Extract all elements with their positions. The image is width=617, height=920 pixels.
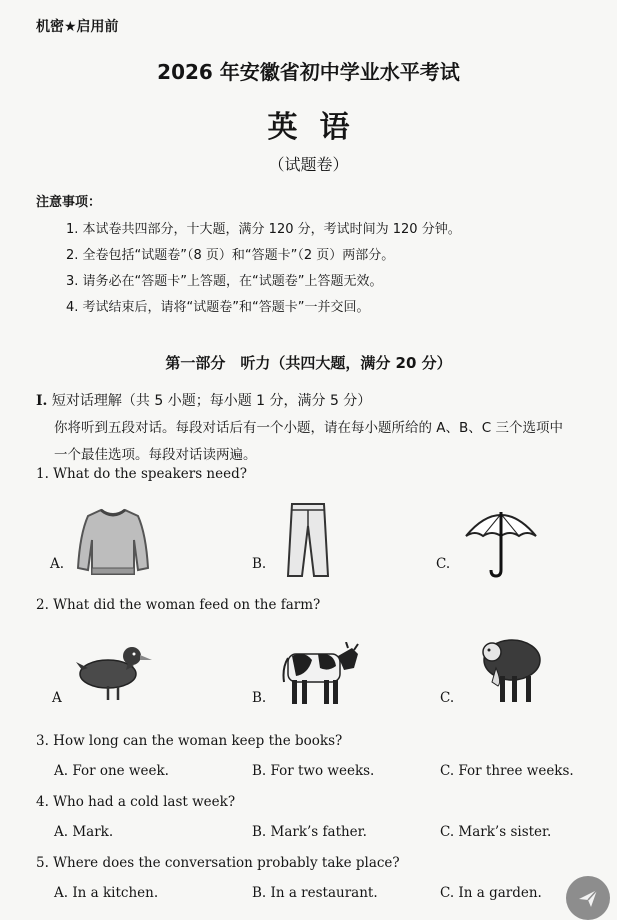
sheep-icon (482, 632, 544, 704)
option-c: C. In a garden. (440, 885, 542, 901)
part-title: 第一部分 听力（共四大题，满分 20 分） (165, 354, 452, 372)
section-number: I. (36, 393, 48, 409)
cow-icon (282, 642, 360, 706)
option-a: A. Mark. (54, 824, 114, 840)
duck-icon (76, 640, 154, 702)
option-c: C. Mark’s sister. (440, 824, 552, 840)
exam-title: 2026 年安徽省初中学业水平考试 (157, 60, 460, 84)
option-c: C. (436, 556, 451, 572)
option-b: B. Mark’s father. (252, 824, 367, 840)
confidential-label: 机密★启用前 (36, 19, 119, 35)
umbrella-icon (464, 508, 538, 578)
option-a: A (52, 690, 62, 706)
option-b: B. (252, 556, 267, 572)
option-b: B. (252, 690, 267, 706)
option-c: C. For three weeks. (440, 763, 574, 779)
option-c: C. (440, 690, 455, 706)
notes-title: 注意事项： (36, 195, 102, 210)
paper-type: （试题卷） (268, 155, 349, 174)
note-item: 3. 请务必在“答题卡”上答题，在“试题卷”上答题无效。 (66, 274, 383, 289)
trousers-icon (286, 500, 330, 578)
option-b: B. In a restaurant. (252, 885, 378, 901)
note-item: 2. 全卷包括“试题卷”（8 页）和“答题卡”（2 页）两部分。 (66, 248, 395, 263)
question-3: 3. How long can the woman keep the books? (36, 733, 343, 749)
option-a: A. (50, 556, 65, 572)
send-icon (577, 887, 599, 909)
section-title-text: 短对话理解（共 5 小题；每小题 1 分，满分 5 分） (51, 393, 372, 409)
share-button[interactable] (566, 876, 610, 920)
section-instruction: 一个最佳选项。每段对话读两遍。 (54, 447, 257, 463)
note-item: 4. 考试结束后，请将“试题卷”和“答题卡”一并交回。 (66, 300, 370, 315)
question-4: 4. Who had a cold last week? (36, 794, 236, 810)
sweater-icon (76, 504, 150, 578)
note-item: 1. 本试卷共四部分，十大题，满分 120 分，考试时间为 120 分钟。 (66, 222, 461, 237)
question-5: 5. Where does the conversation probably take place? (36, 855, 400, 871)
option-b: B. For two weeks. (252, 763, 375, 779)
subject-title: 英语 (267, 110, 372, 145)
option-a: A. In a kitchen. (54, 885, 159, 901)
question-1: 1. What do the speakers need? (36, 466, 247, 482)
question-2: 2. What did the woman feed on the farm? (36, 597, 321, 613)
section-title (36, 390, 371, 410)
option-a: A. For one week. (54, 763, 169, 779)
section-instruction: 你将听到五段对话。每段对话后有一个小题，请在每小题所给的 A、B、C 三个选项中 (54, 420, 564, 436)
